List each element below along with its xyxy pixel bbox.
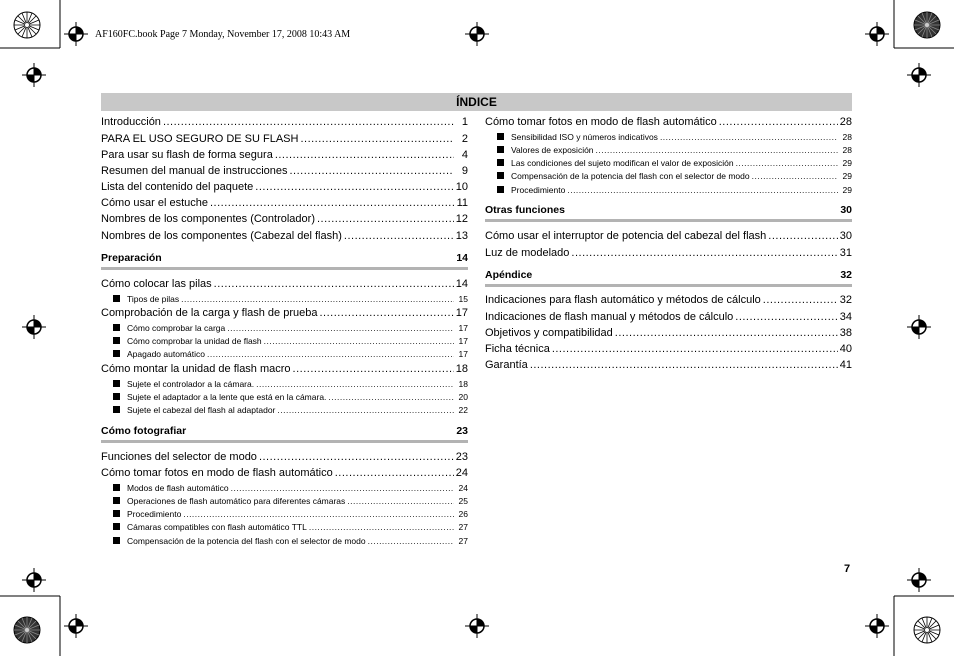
toc-subentry[interactable]: Sujete el controlador a la cámara. ..... 18 [113,379,468,389]
registration-target-icon [22,63,46,87]
toc-subentry[interactable]: Valores de exposición ..... 28 [497,145,852,155]
section-page: 32 [840,269,852,281]
starburst-mark-icon [12,615,42,645]
starburst-mark-icon [912,615,942,645]
registration-target-icon [22,568,46,592]
toc-subentry[interactable]: Procedimiento ..... 26 [113,509,468,519]
page-number: 7 [844,563,851,575]
toc-subentry[interactable]: Modos de flash automático ..... 24 [113,483,468,493]
starburst-mark-icon [912,10,942,40]
toc-entry[interactable]: Ficha técnica ..... 40 [485,343,852,355]
registration-target-icon [907,315,931,339]
section-title: Otras funciones [485,204,565,216]
registration-target-icon [465,614,489,638]
toc-entry[interactable]: Comprobación de la carga y flash de prueba ..... 17 [101,307,468,319]
registration-target-icon [907,63,931,87]
toc-subentry[interactable]: Operaciones de flash automático para diferentes cámaras ..... 25 [113,496,468,506]
toc-entry[interactable]: Cómo usar el interruptor de potencia del cabezal del flash ..... 30 [485,230,852,242]
toc-subentry[interactable]: Tipos de pilas ..... 15 [113,294,468,304]
registration-target-icon [865,22,889,46]
toc-entry[interactable]: Para usar su flash de forma segura ..... 4 [101,149,468,161]
toc-subentry[interactable]: Procedimiento ..... 29 [497,185,852,195]
registration-target-icon [64,22,88,46]
registration-target-icon [865,614,889,638]
toc-entry[interactable]: Nombres de los componentes (Controlador) ..... 12 [101,213,468,225]
section-title: Apéndice [485,269,533,281]
toc-entry[interactable]: Garantía ..... 41 [485,359,852,371]
section-title: Preparación [101,252,162,264]
toc-entry[interactable]: Nombres de los componentes (Cabezal del flash) ..... 13 [101,230,468,242]
toc-subentry[interactable]: Sensibilidad ISO y números indicativos ..... 28 [497,132,852,142]
toc-subentry[interactable]: Apagado automático ..... 17 [113,349,468,359]
book-header: AF160FC.book Page 7 Monday, November 17, 2008 10:43 AM [95,29,351,40]
toc-entry[interactable]: Indicaciones de flash manual y métodos de cálculo ..... 34 [485,311,852,323]
toc-entry[interactable]: Cómo usar el estuche ..... 11 [101,197,468,209]
section-page: 14 [456,252,468,264]
registration-target-icon [22,315,46,339]
section-title: Cómo fotografiar [101,425,187,437]
toc-entry[interactable]: Cómo tomar fotos en modo de flash automático ..... 28 [485,116,852,128]
toc-entry[interactable]: Funciones del selector de modo ..... 23 [101,451,468,463]
toc-entry[interactable]: Objetivos y compatibilidad ..... 38 [485,327,852,339]
registration-target-icon [907,568,931,592]
starburst-mark-icon [12,10,42,40]
toc-subentry[interactable]: Cómo comprobar la unidad de flash ..... 17 [113,336,468,346]
toc-entry[interactable]: Cómo montar la unidad de flash macro ..... 18 [101,363,468,375]
toc-subentry[interactable]: Cómo comprobar la carga ..... 17 [113,323,468,333]
toc-subentry[interactable]: Compensación de la potencia del flash con el selector de modo ..... 27 [113,536,468,546]
toc-subentry[interactable]: Sujete el cabezal del flash al adaptador ..... 22 [113,405,468,415]
section-page: 23 [456,425,468,437]
toc-subentry[interactable]: Compensación de la potencia del flash con el selector de modo ..... 29 [497,171,852,181]
section-page: 30 [840,204,852,216]
toc-entry[interactable]: PARA EL USO SEGURO DE SU FLASH ..... 2 [101,133,468,145]
registration-target-icon [64,614,88,638]
toc-subentry[interactable]: Sujete el adaptador a la lente que está en la cámara. ..... 20 [113,392,468,402]
toc-subentry[interactable]: Cámaras compatibles con flash automático TTL ..... 27 [113,522,468,532]
toc-entry[interactable]: Introducción ..... 1 [101,116,468,128]
toc-entry[interactable]: Cómo tomar fotos en modo de flash automático ..... 24 [101,467,468,479]
toc-entry[interactable]: Cómo colocar las pilas ..... 14 [101,278,468,290]
index-title: ÍNDICE [456,95,497,109]
toc-entry[interactable]: Luz de modelado ..... 31 [485,247,852,259]
toc-entry[interactable]: Lista del contenido del paquete ..... 10 [101,181,468,193]
registration-target-icon [465,22,489,46]
toc-subentry[interactable]: Las condiciones del sujeto modifican el valor de exposición ..... 29 [497,158,852,168]
toc-entry[interactable]: Indicaciones para flash automático y métodos de cálculo ..... 32 [485,294,852,306]
toc-entry[interactable]: Resumen del manual de instrucciones ..... 9 [101,165,468,177]
